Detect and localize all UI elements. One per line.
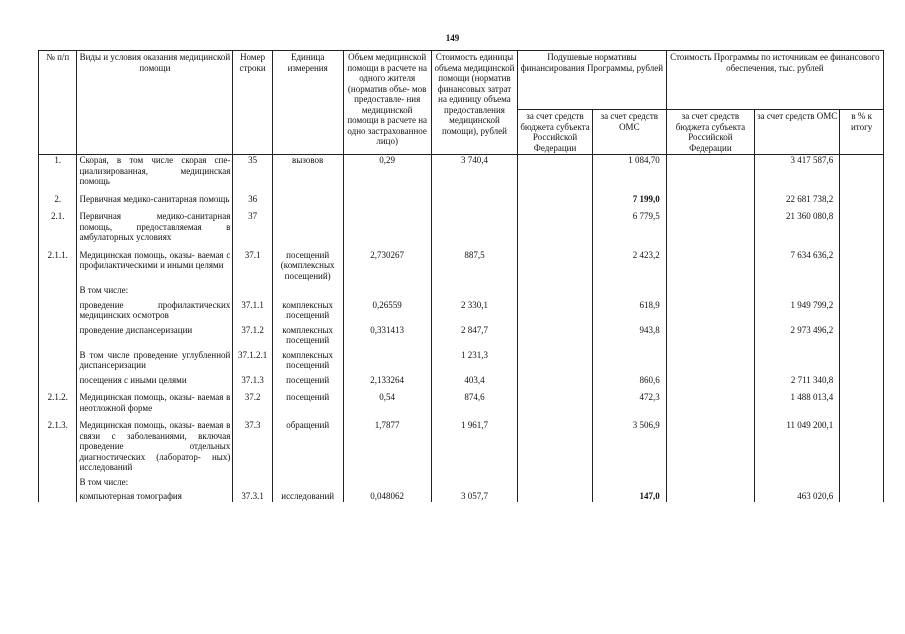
row-volume: 0,331413	[343, 321, 431, 346]
row-num	[39, 296, 77, 321]
row-pc-budget	[518, 321, 593, 346]
row-pc-oms	[592, 281, 666, 296]
row-volume: 2,133264	[343, 371, 431, 386]
row-code: 37.2	[233, 385, 272, 413]
row-pr-budget	[666, 385, 754, 413]
row-pr-budget	[666, 346, 754, 371]
row-pc-budget	[518, 155, 593, 187]
row-pr-oms: 1 488 013,4	[755, 385, 840, 413]
row-cost: 1 231,3	[431, 346, 517, 371]
row-pr-oms: 463 020,6	[755, 487, 840, 502]
row-pct	[840, 371, 884, 386]
row-pr-budget	[666, 487, 754, 502]
header-row-no: Номер строки	[233, 51, 272, 155]
row-pc-oms: 943,8	[592, 321, 666, 346]
row-pct	[840, 204, 884, 243]
row-pc-budget	[518, 281, 593, 296]
row-pct	[840, 243, 884, 282]
table-row	[39, 281, 884, 296]
row-unit: комплексных посещений	[272, 296, 343, 321]
row-pr-budget	[666, 204, 754, 243]
header-cost: Стоимость единицы объема медицинской помощи (норматив финансовых затрат на единицу объема предоставления медицинской помощи), рублей	[431, 51, 517, 155]
row-pr-budget	[666, 155, 754, 187]
row-pct	[840, 155, 884, 187]
row-volume: 0,048062	[343, 487, 431, 502]
row-name: Медицинская помощь, оказы- ваемая с профилактическими и иными целями	[77, 243, 233, 282]
row-code	[233, 473, 272, 488]
row-cost: 403,4	[431, 371, 517, 386]
row-pr-budget	[666, 187, 754, 205]
row-cost: 2 847,7	[431, 321, 517, 346]
row-pr-budget	[666, 243, 754, 282]
row-num	[39, 321, 77, 346]
row-pr-budget	[666, 321, 754, 346]
row-num	[39, 473, 77, 488]
row-num: 1.	[39, 155, 77, 187]
row-unit: комплексных посещений	[272, 346, 343, 371]
row-name: В том числе:	[77, 281, 233, 296]
row-pct	[840, 281, 884, 296]
row-pc-oms: 618,9	[592, 296, 666, 321]
row-name: посещения с иными целями	[77, 371, 233, 386]
row-code: 35	[233, 155, 272, 187]
row-volume	[343, 281, 431, 296]
row-volume	[343, 187, 431, 205]
row-pr-oms: 1 949 799,2	[755, 296, 840, 321]
row-num	[39, 487, 77, 502]
row-unit	[272, 187, 343, 205]
row-name: В том числе проведение углубленной диспансеризации	[77, 346, 233, 371]
row-cost: 2 330,1	[431, 296, 517, 321]
row-volume	[343, 473, 431, 488]
row-pc-budget	[518, 187, 593, 205]
row-name: Медицинская помощь, оказы- ваемая в неотложной форме	[77, 385, 233, 413]
row-code: 37.3	[233, 413, 272, 473]
header-per-capita: Подушевые нормативы финансирования Программы, рублей	[518, 51, 667, 110]
row-pr-budget	[666, 473, 754, 488]
row-num: 2.	[39, 187, 77, 205]
table-row	[39, 187, 884, 205]
table-row	[39, 473, 884, 488]
table-row	[39, 346, 884, 371]
row-unit: комплексных посещений	[272, 321, 343, 346]
header-volume: Объем медицинской помощи в расчете на одного жителя (норматив объе- мов предоставле- ния медицинской помощи в расчете на одно застрахованное лицо)	[343, 51, 431, 155]
row-code: 37.1.1	[233, 296, 272, 321]
row-volume: 0,29	[343, 155, 431, 187]
row-unit: обращений	[272, 413, 343, 473]
table-row	[39, 321, 884, 346]
row-cost	[431, 281, 517, 296]
row-pc-oms: 1 084,70	[592, 155, 666, 187]
row-pc-budget	[518, 204, 593, 243]
row-pct	[840, 321, 884, 346]
tariff-table	[38, 50, 884, 502]
row-code	[233, 281, 272, 296]
row-unit: посещений (комплексных посещений)	[272, 243, 343, 282]
row-pct	[840, 487, 884, 502]
row-num: 2.1.	[39, 204, 77, 243]
row-pr-budget	[666, 371, 754, 386]
table-row	[39, 243, 884, 282]
row-pc-oms	[592, 473, 666, 488]
row-volume: 2,730267	[343, 243, 431, 282]
row-pc-budget	[518, 473, 593, 488]
row-name: проведение профилактических медицинских осмотров	[77, 296, 233, 321]
row-unit: посещений	[272, 371, 343, 386]
row-code: 37.1	[233, 243, 272, 282]
row-volume	[343, 346, 431, 371]
row-code: 37.1.2	[233, 321, 272, 346]
row-pc-budget	[518, 371, 593, 386]
row-unit: посещений	[272, 385, 343, 413]
row-pc-budget	[518, 413, 593, 473]
row-pct	[840, 385, 884, 413]
table-row	[39, 296, 884, 321]
row-pr-oms: 7 634 636,2	[755, 243, 840, 282]
row-pc-budget	[518, 243, 593, 282]
table-row	[39, 413, 884, 473]
header-kind: Виды и условия оказания медицинской помощи	[77, 51, 233, 155]
row-pr-oms: 11 049 200,1	[755, 413, 840, 473]
row-pc-budget	[518, 385, 593, 413]
row-code: 37	[233, 204, 272, 243]
page-number: 149	[445, 33, 460, 43]
row-unit: вызовов	[272, 155, 343, 187]
row-num	[39, 346, 77, 371]
row-pct	[840, 296, 884, 321]
row-unit	[272, 281, 343, 296]
table-row	[39, 371, 884, 386]
row-name: Первичная медико-санитарная помощь	[77, 187, 233, 205]
row-num: 2.1.2.	[39, 385, 77, 413]
row-pr-budget	[666, 281, 754, 296]
row-pc-budget	[518, 296, 593, 321]
header-num: № п/п	[39, 51, 77, 155]
row-name: Медицинская помощь, оказы- ваемая в связи с заболеваниями, включая проведение отдельных диагностических (лаборатор- ных) исследований	[77, 413, 233, 473]
row-cost	[431, 204, 517, 243]
table-row	[39, 204, 884, 243]
row-volume: 0,26559	[343, 296, 431, 321]
row-pr-oms: 2 973 496,2	[755, 321, 840, 346]
row-pc-oms: 860,6	[592, 371, 666, 386]
row-num	[39, 371, 77, 386]
row-pct	[840, 413, 884, 473]
row-cost: 874,6	[431, 385, 517, 413]
row-pr-budget	[666, 413, 754, 473]
table-row	[39, 487, 884, 502]
row-code: 37.3.1	[233, 487, 272, 502]
header-program-cost: Стоимость Программы по источникам ее финансового обеспечения, тыс. рублей	[666, 51, 883, 110]
row-pr-oms: 2 711 340,8	[755, 371, 840, 386]
row-cost	[431, 473, 517, 488]
row-pr-oms	[755, 473, 840, 488]
row-cost: 3 740,4	[431, 155, 517, 187]
row-pct	[840, 473, 884, 488]
row-name: компьютерная томография	[77, 487, 233, 502]
row-unit: исследований	[272, 487, 343, 502]
row-code: 37.1.3	[233, 371, 272, 386]
row-pr-oms: 3 417 587,6	[755, 155, 840, 187]
row-code: 37.1.2.1	[233, 346, 272, 371]
row-unit	[272, 473, 343, 488]
row-volume	[343, 204, 431, 243]
row-num: 2.1.3.	[39, 413, 77, 473]
row-pc-oms: 7 199,0	[592, 187, 666, 205]
row-num: 2.1.1.	[39, 243, 77, 282]
row-pc-oms: 6 779,5	[592, 204, 666, 243]
row-cost	[431, 187, 517, 205]
header-program-budget: за счет средств бюджета субъекта Российской Федерации	[666, 110, 754, 155]
row-unit	[272, 204, 343, 243]
row-cost: 887,5	[431, 243, 517, 282]
row-num	[39, 281, 77, 296]
row-pct	[840, 346, 884, 371]
row-pc-budget	[518, 346, 593, 371]
table-row	[39, 385, 884, 413]
row-pr-oms: 22 681 738,2	[755, 187, 840, 205]
row-pc-oms: 147,0	[592, 487, 666, 502]
row-cost: 1 961,7	[431, 413, 517, 473]
row-name: проведение диспансеризации	[77, 321, 233, 346]
table-row	[39, 155, 884, 187]
header-unit: Единица измерения	[272, 51, 343, 155]
row-name: Первичная медико-санитарная помощь, предоставляемая в амбулаторных условиях	[77, 204, 233, 243]
row-name: Скорая, в том числе скорая спе- циализированная, медицинская помощь	[77, 155, 233, 187]
row-pr-oms: 21 360 080,8	[755, 204, 840, 243]
row-pc-oms: 472,3	[592, 385, 666, 413]
row-pr-oms	[755, 281, 840, 296]
row-pct	[840, 187, 884, 205]
row-cost: 3 057,7	[431, 487, 517, 502]
header-per-capita-oms: за счет средств ОМС	[592, 110, 666, 155]
table-body	[39, 155, 884, 502]
row-pc-oms: 2 423,2	[592, 243, 666, 282]
row-pc-oms	[592, 346, 666, 371]
row-name: В том числе:	[77, 473, 233, 488]
row-volume: 0,54	[343, 385, 431, 413]
header-per-capita-budget: за счет средств бюджета субъекта Российской Федерации	[518, 110, 593, 155]
row-code: 36	[233, 187, 272, 205]
header-program-pct: в % к итогу	[840, 110, 884, 155]
row-volume: 1,7877	[343, 413, 431, 473]
row-pc-oms: 3 506,9	[592, 413, 666, 473]
header-program-oms: за счет средств ОМС	[755, 110, 840, 155]
row-pc-budget	[518, 487, 593, 502]
row-pr-budget	[666, 296, 754, 321]
row-pr-oms	[755, 346, 840, 371]
